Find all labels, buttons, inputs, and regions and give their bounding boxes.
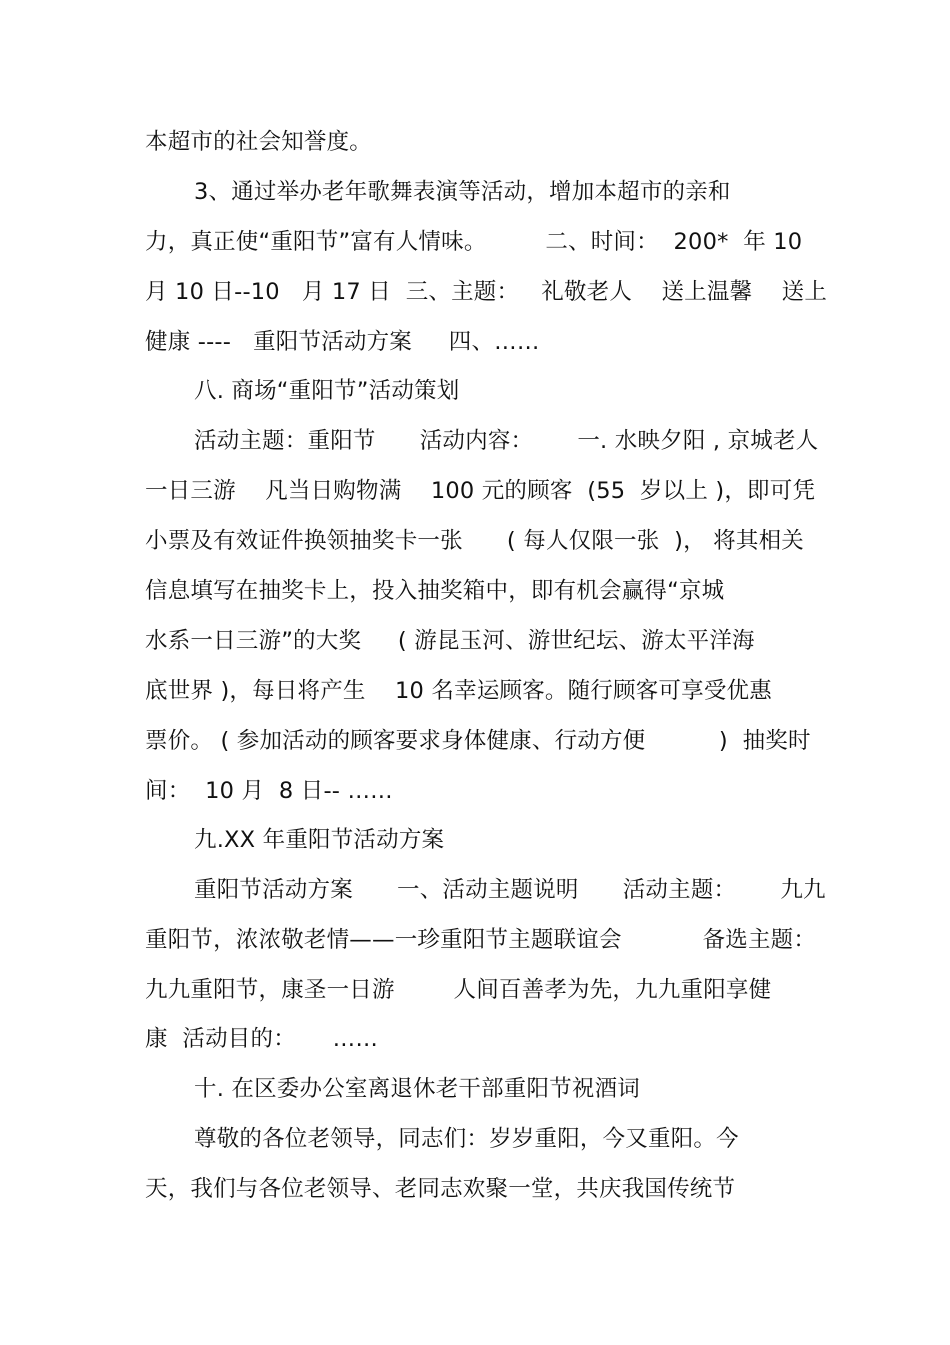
text-line: 小票及有效证件换领抽奖卡一张 ( 每人仅限一张 )， 将其相关 bbox=[145, 528, 804, 554]
text-line: 活动主题：重阳节 活动内容： 一. 水映夕阳 , 京城老人 bbox=[194, 428, 819, 454]
text-line: 重阳节活动方案 一、活动主题说明 活动主题： 九九 bbox=[194, 877, 826, 903]
text-line: 水系一日三游”的大奖 ( 游昆玉河、游世纪坛、游太平洋海 bbox=[145, 628, 755, 654]
text-line: 九九重阳节，康圣一日游 人间百善孝为先，九九重阳享健 bbox=[145, 977, 772, 1003]
text-line: 健康 ---- 重阳节活动方案 四、…… bbox=[145, 329, 540, 355]
section-heading: 十. 在区委办公室离退休老干部重阳节祝酒词 bbox=[194, 1076, 641, 1102]
text-line: 本超市的社会知誉度。 bbox=[145, 129, 373, 155]
text-line: 重阳节，浓浓敬老情——一珍重阳节主题联谊会 备选主题： bbox=[145, 927, 817, 953]
text-line: 一日三游 凡当日购物满 100 元的顾客 (55 岁以上 )，即可凭 bbox=[145, 478, 816, 504]
section-heading: 八. 商场“重阳节”活动策划 bbox=[194, 378, 460, 404]
text-line: 尊敬的各位老领导，同志们：岁岁重阳，今又重阳。今 bbox=[194, 1126, 739, 1152]
text-line: 3、通过举办老年歌舞表演等活动，增加本超市的亲和 bbox=[194, 179, 731, 205]
section-heading: 九.XX 年重阳节活动方案 bbox=[194, 827, 445, 853]
text-line: 力，真正使“重阳节”富有人情味。 二、时间： 200* 年 10 bbox=[145, 229, 803, 255]
text-line: 天，我们与各位老领导、老同志欢聚一堂，共庆我国传统节 bbox=[145, 1176, 736, 1202]
text-line: 月 10 日--10 月 17 日 三、主题： 礼敬老人 送上温馨 送上 bbox=[145, 279, 828, 305]
text-line: 信息填写在抽奖卡上，投入抽奖箱中，即有机会赢得“京城 bbox=[145, 578, 725, 604]
text-line: 底世界 )，每日将产生 10 名幸运顾客。随行顾客可享受优惠 bbox=[145, 678, 772, 704]
text-line: 间： 10 月 8 日-- …… bbox=[145, 778, 393, 804]
text-line: 康 活动目的： …… bbox=[145, 1026, 379, 1052]
text-line: 票价。 ( 参加活动的顾客要求身体健康、行动方便 ) 抽奖时 bbox=[145, 728, 811, 754]
